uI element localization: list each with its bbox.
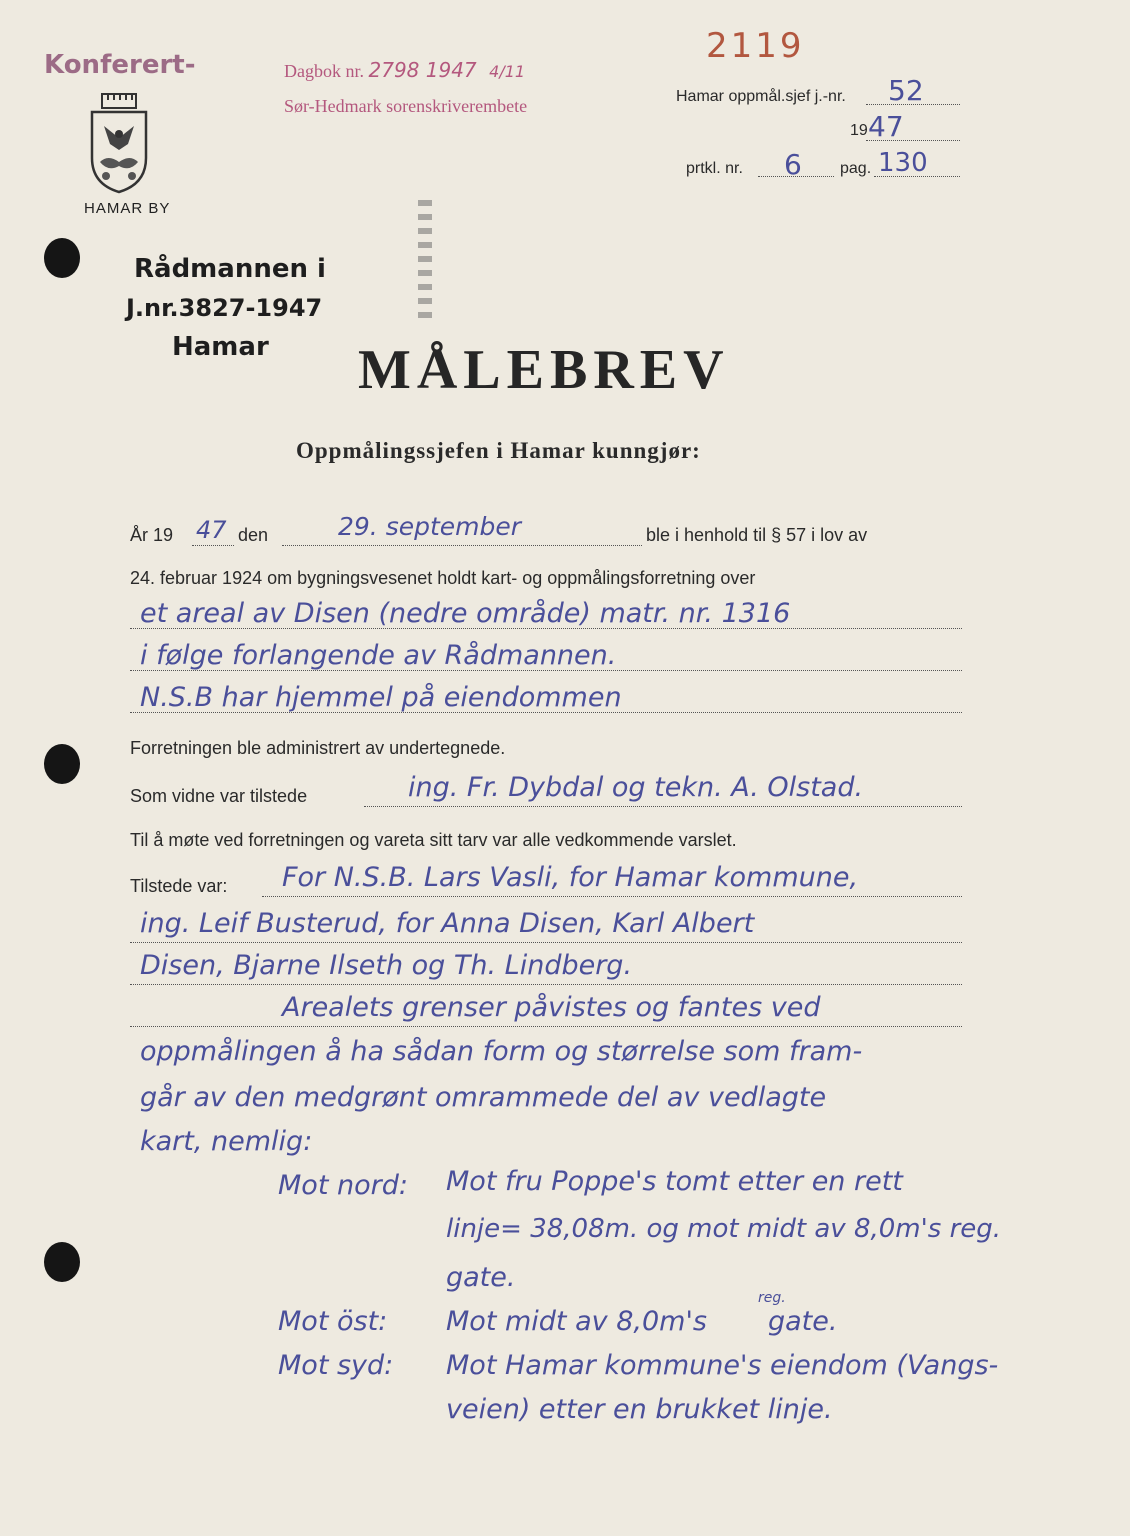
ost-label: Mot öst: — [278, 1306, 388, 1337]
document-subtitle: Oppmålingssjefen i Hamar kunngjør: — [296, 438, 701, 463]
hamar-crest-icon — [86, 92, 152, 196]
administrert-text: Forretningen ble administrert av undertegnede. — [130, 738, 506, 758]
dagbok-number: 2798 1947 — [368, 58, 477, 82]
ost-line-2: gate. — [768, 1306, 838, 1337]
prtkl-label: prtkl. nr. — [686, 160, 743, 177]
nord-line-3: gate. — [446, 1262, 516, 1293]
dagbok-date: 4/11 — [489, 62, 526, 81]
radmannen-stamp-line2: J.nr.3827-1947 — [126, 294, 323, 322]
prtkl-line — [758, 176, 834, 177]
date-value: 29. september — [338, 512, 522, 541]
rule-3 — [130, 712, 962, 713]
pag-line — [874, 176, 960, 177]
area-line-1: et areal av Disen (nedre område) matr. nr. 1316 — [140, 598, 791, 629]
dagbok-stamp — [284, 58, 525, 82]
syd-label: Mot syd: — [278, 1350, 394, 1381]
sorenskriver-stamp: Sør-Hedmark sorenskriverembete — [284, 96, 528, 116]
ink-smudge — [418, 200, 432, 320]
punch-hole — [44, 1242, 80, 1282]
nord-line-1: Mot fru Poppe's tomt etter en rett — [446, 1166, 903, 1197]
law-text: 24. februar 1924 om bygningsvesenet holdt kart- og oppmålingsforretning over — [130, 568, 756, 588]
tilstede-line-3: Disen, Bjarne Ilseth og Th. Lindberg. — [140, 950, 633, 981]
oppmal-ref-value: 52 — [888, 74, 924, 107]
paragraph-line-3: går av den medgrønt omrammede del av vedlagte — [140, 1082, 827, 1113]
prtkl-value: 6 — [784, 148, 802, 181]
tilstede-line-2: ing. Leif Busterud, for Anna Disen, Karl Albert — [140, 908, 755, 939]
area-line-2: i følge forlangende av Rådmannen. — [140, 640, 617, 671]
oppmal-ref-line — [866, 104, 960, 105]
nord-label: Mot nord: — [278, 1170, 408, 1201]
archive-number: 2119 — [706, 26, 805, 66]
ost-line-1: Mot midt av 8,0m's — [446, 1306, 707, 1337]
rule-4 — [262, 896, 962, 897]
coat-of-arms — [86, 92, 152, 196]
punch-hole — [44, 238, 80, 278]
den-label: den — [238, 525, 269, 545]
pag-value: 130 — [878, 148, 928, 178]
ar-value: 47 — [196, 516, 227, 544]
syd-line-2: veien) etter en brukket linje. — [446, 1394, 833, 1425]
paragraph-line-1: Arealets grenser påvistes og fantes ved — [282, 992, 821, 1023]
ar-prefix: År 19 — [130, 525, 174, 545]
henhold-text: ble i henhold til § 57 i lov av — [646, 525, 868, 545]
document-title: MÅLEBREV — [358, 339, 730, 401]
vidne-value: ing. Fr. Dybdal og tekn. A. Olstad. — [408, 772, 864, 803]
rule-7 — [130, 1026, 962, 1027]
date-line — [282, 545, 642, 546]
radmannen-stamp-line3: Hamar — [172, 332, 269, 362]
punch-hole — [44, 744, 80, 784]
year-value: 47 — [868, 110, 904, 143]
tilstede-label: Tilstede var: — [130, 876, 228, 896]
pag-label: pag. — [840, 160, 872, 177]
rule-1 — [130, 628, 962, 629]
rule-5 — [130, 942, 962, 943]
coat-of-arms-caption: HAMAR BY — [84, 200, 171, 217]
ar-line — [192, 545, 234, 546]
radmannen-stamp-line1: Rådmannen i — [134, 254, 326, 284]
dagbok-label: Dagbok nr. — [284, 61, 364, 81]
area-line-3: N.S.B har hjemmel på eiendommen — [140, 682, 622, 713]
paragraph-line-2: oppmålingen å ha sådan form og størrelse som fram- — [140, 1036, 863, 1067]
nord-line-2: linje= 38,08m. og mot midt av 8,0m's reg. — [446, 1214, 1002, 1244]
konferert-stamp: Konferert- — [44, 50, 196, 80]
vidne-label: Som vidne var tilstede — [130, 786, 308, 806]
vidne-line — [364, 806, 962, 807]
syd-line-1: Mot Hamar kommune's eiendom (Vangs- — [446, 1350, 999, 1381]
rule-6 — [130, 984, 962, 985]
ost-reg-note: reg. — [758, 1290, 786, 1306]
tilstede-line-1: For N.S.B. Lars Vasli, for Hamar kommune, — [282, 862, 859, 893]
mote-text: Til å møte ved forretningen og vareta sitt tarv var alle vedkommende varslet. — [130, 830, 737, 850]
year-line — [866, 140, 960, 141]
rule-2 — [130, 670, 962, 671]
year-prefix: 19 — [850, 122, 868, 139]
oppmal-ref-label: Hamar oppmål.sjef j.-nr. — [676, 88, 846, 105]
paragraph-line-4: kart, nemlig: — [140, 1126, 313, 1157]
